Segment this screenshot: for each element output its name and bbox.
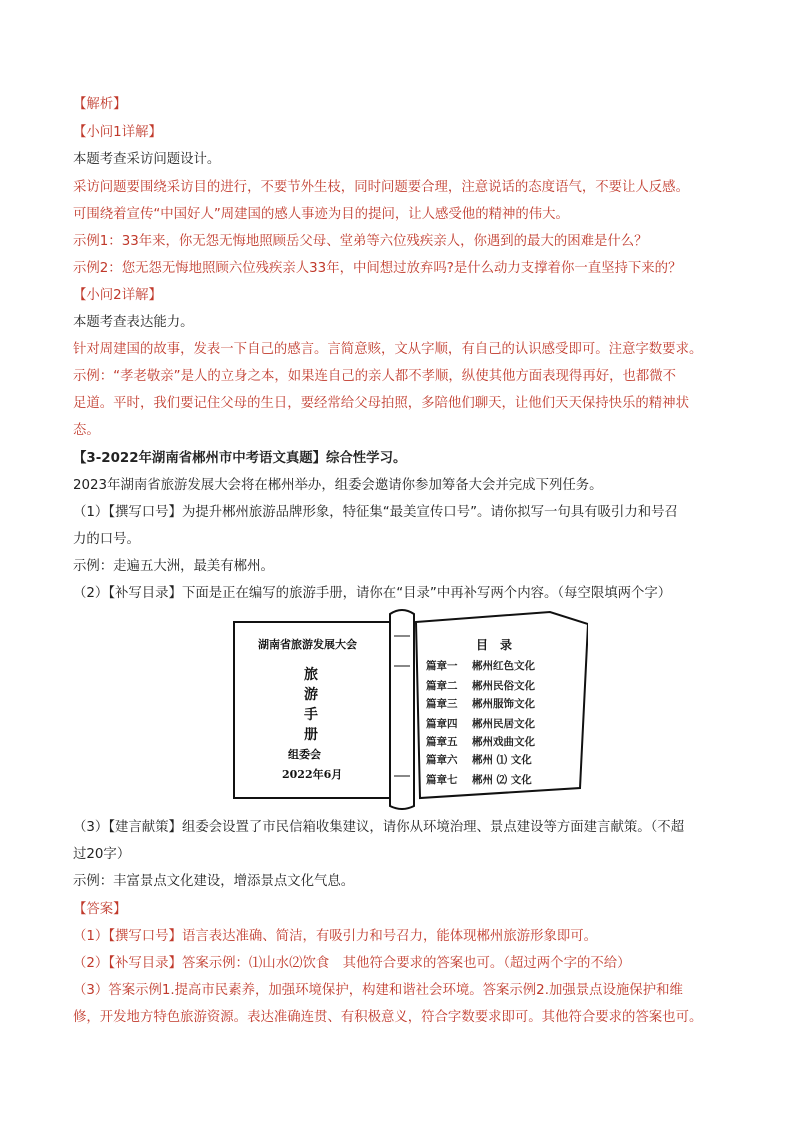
cover-char: 手 xyxy=(304,707,318,723)
text-line: 过20字） xyxy=(73,847,131,862)
toc-row xyxy=(426,772,532,787)
toc-row xyxy=(426,752,532,767)
toc-chapter-title: 郴州服饰文化 xyxy=(472,698,535,710)
text-line: 示例2：您无怨无悔地照顾六位残疾亲人33年，中间想过放弃吗?是什么动力支撑着你一直坚持下来的？ xyxy=(73,261,682,276)
toc-chapter-title: 郴州民俗文化 xyxy=(472,680,535,692)
cover-title: 湖南省旅游发展大会 xyxy=(258,638,357,651)
toc-chapter-title: 郴州民居文化 xyxy=(472,718,535,730)
toc-row xyxy=(426,734,535,749)
toc-chapter: 篇章四 xyxy=(426,718,458,730)
toc-row xyxy=(426,696,535,711)
cover-date: 2022年6月 xyxy=(282,768,343,781)
toc-chapter: 篇章三 xyxy=(426,698,458,710)
text-line: 针对周建国的故事，发表一下自己的感言。言简意赅，文从字顺，有自己的认识感受即可。注意字数要求。 xyxy=(73,342,703,357)
text-line: （2）【补写目录】答案示例：⑴山水⑵饮食 其他符合要求的答案也可。（超过两个字的不给） xyxy=(73,956,631,971)
toc-chapter: 篇章七 xyxy=(426,774,458,786)
cover-char: 册 xyxy=(304,727,318,743)
toc-row xyxy=(426,716,535,731)
cover-char: 旅 xyxy=(304,667,318,683)
text-line: （1）【撰写口号】语言表达准确、简洁，有吸引力和号召力，能体现郴州旅游形象即可。 xyxy=(73,929,598,944)
cover-char: 游 xyxy=(304,687,318,703)
text-line: （3）【建言献策】组委会设置了市民信箱收集建议，请你从环境治理、景点建设等方面建言献策。（不超 xyxy=(73,820,685,835)
text-line: 【3-2022年湖南省郴州市中考语文真题】综合性学习。 xyxy=(73,451,407,466)
toc-chapter: 篇章二 xyxy=(426,680,458,692)
text-line: 本题考查表达能力。 xyxy=(73,315,194,330)
text-line: 示例：“孝老敬亲”是人的立身之本，如果连自己的亲人都不孝顺，纵使其他方面表现得再好，也都微不 xyxy=(73,369,677,384)
toc-chapter-title: 郴州戏曲文化 xyxy=(472,736,535,748)
text-line: 2023年湖南省旅游发展大会将在郴州举办，组委会邀请你参加筹备大会并完成下列任务。 xyxy=(73,478,603,493)
text-line: 【答案】 xyxy=(73,902,127,917)
toc-row xyxy=(426,678,535,693)
text-line: （3）答案示例1.提高市民素养，加强环境保护，构建和谐社会环境。答案示例2.加强景点设施保护和维 xyxy=(73,983,683,998)
text-line: 示例：走遍五大洲，最美有郴州。 xyxy=(73,559,274,574)
text-line: 采访问题要围绕采访目的进行，不要节外生枝，同时问题要合理，注意说话的态度语气，不要让人反感。 xyxy=(73,180,689,195)
toc-chapter-title: 郴州 ⑵ 文化 xyxy=(472,774,532,786)
toc-chapter: 篇章五 xyxy=(426,736,458,748)
toc-chapter: 篇章六 xyxy=(426,754,458,766)
toc-title: 目 录 xyxy=(476,638,513,652)
text-line: 示例：丰富景点文化建设，增添景点文化气息。 xyxy=(73,874,355,889)
text-line: 示例1：33年来，你无怨无悔地照顾岳父母、堂弟等六位残疾亲人，你遇到的最大的困难是什么？ xyxy=(73,234,648,249)
cover-organizer: 组委会 xyxy=(288,748,321,761)
toc-chapter-title: 郴州 ⑴ 文化 xyxy=(472,754,532,766)
text-line: 【小问2详解】 xyxy=(73,288,162,303)
text-line: （1）【撰写口号】为提升郴州旅游品牌形象，特征集“最美宣传口号”。请你拟写一句具有吸引力和号召 xyxy=(73,505,678,520)
text-line: 可围绕着宣传“中国好人”周建国的感人事迹为目的提问，让人感受他的精神的伟大。 xyxy=(73,207,569,222)
toc-chapter-title: 郴州红色文化 xyxy=(472,660,535,672)
text-line: 本题考查采访问题设计。 xyxy=(73,152,221,167)
toc-row xyxy=(426,658,535,673)
text-line: 态。 xyxy=(73,423,100,438)
text-line: 修，开发地方特色旅游资源。表达准确连贯、有积极意义，符合字数要求即可。其他符合要求的答案也可。 xyxy=(73,1010,703,1025)
toc-chapter: 篇章一 xyxy=(426,660,458,672)
travel-handbook-figure xyxy=(230,606,588,810)
text-line: 足道。平时，我们要记住父母的生日，要经常给父母拍照，多陪他们聊天，让他们天天保持快乐的精神状 xyxy=(73,396,689,411)
text-line: 【小问1详解】 xyxy=(73,125,162,140)
text-line: 【解析】 xyxy=(73,97,127,112)
text-line: （2）【补写目录】下面是正在编写的旅游手册，请你在“目录”中再补写两个内容。（每空限填两个字） xyxy=(73,586,672,601)
text-line: 力的口号。 xyxy=(73,532,140,547)
